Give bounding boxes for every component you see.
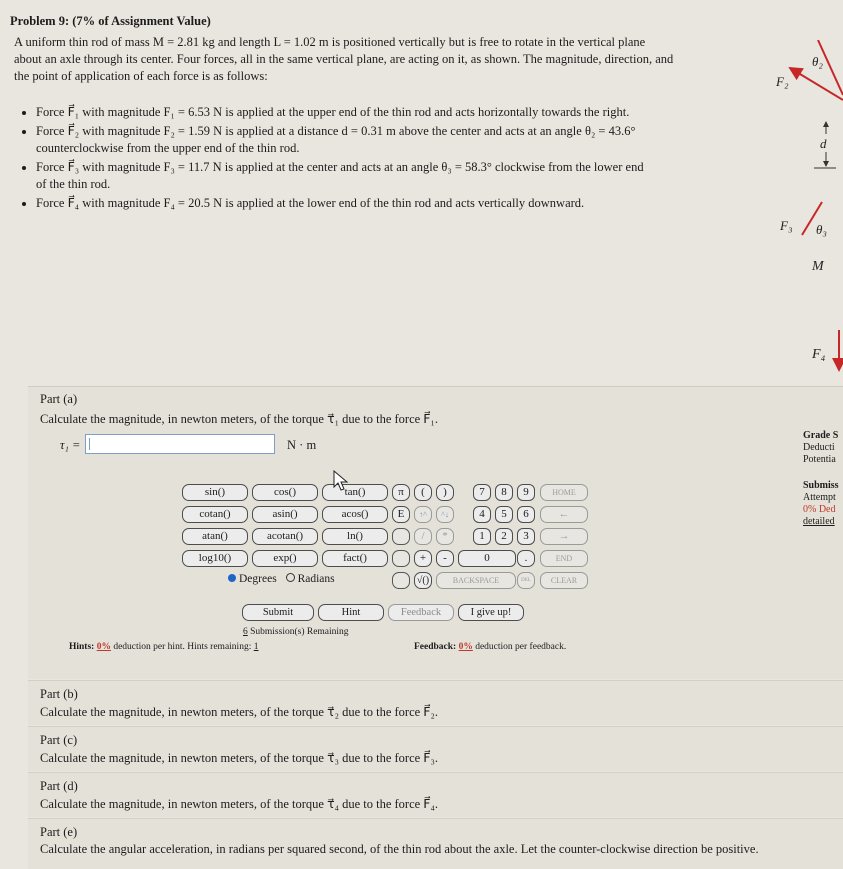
force-1-text: Force F⃗₁ with magnitude F₁ = 6.53 N is applied at the upper end of the thin rod and acts horizontally towards the right.: [36, 105, 630, 119]
minus-button[interactable]: -: [436, 550, 454, 567]
degrees-radio[interactable]: [228, 574, 236, 582]
part-e-question: Calculate the angular acceleration, in radians per squared second, of the thin rod about the axle. Let the counter-clockwise direction be positive.: [40, 842, 759, 856]
fact-button[interactable]: fact(): [322, 550, 388, 567]
digit-3-button[interactable]: 3: [517, 528, 535, 545]
force-3-text-cont: of the thin rod.: [36, 177, 111, 191]
radians-radio[interactable]: [286, 573, 295, 582]
feedback-label: Feedback:: [414, 642, 457, 652]
digit-2-button[interactable]: 2: [495, 528, 513, 545]
atan-button[interactable]: atan(): [182, 528, 248, 545]
digit-0-button[interactable]: 0: [458, 550, 516, 567]
submissions-count: 6: [243, 627, 248, 637]
part-a-label: Part (a): [40, 392, 78, 406]
multiply-button[interactable]: *: [436, 528, 454, 545]
deductions-label: Deducti: [803, 442, 835, 453]
f2-label: F₂: [776, 74, 789, 89]
hints-bar: [69, 642, 258, 652]
force-item-4: [36, 195, 766, 212]
digit-4-button[interactable]: 4: [473, 506, 491, 523]
f2-arrow: [790, 68, 843, 100]
hint-button[interactable]: Hint: [318, 604, 384, 621]
hints-label: Hints:: [69, 642, 95, 652]
sqrt-button[interactable]: √(): [414, 572, 432, 589]
blank-key: [392, 528, 410, 545]
feedback-bar: [414, 642, 566, 652]
part-d-row[interactable]: [28, 772, 843, 817]
attempts-label: Attempt: [803, 492, 836, 503]
plus-button[interactable]: +: [414, 550, 432, 567]
exp-button[interactable]: exp(): [252, 550, 318, 567]
part-b-label: Part (b): [40, 687, 78, 701]
deduction-pct-label: 0% Ded: [803, 504, 836, 515]
part-b-row[interactable]: [28, 680, 843, 725]
radians-label: Radians: [297, 573, 335, 585]
force-list: [24, 104, 766, 214]
power-down-button[interactable]: ^↓: [436, 506, 454, 523]
digit-9-button[interactable]: 9: [517, 484, 535, 501]
f3-label: F₃: [780, 218, 793, 233]
problem-title: Problem 9: (7% of Assignment Value): [10, 14, 211, 28]
cursor-left-button[interactable]: ←: [540, 506, 588, 523]
pi-button[interactable]: π: [392, 484, 410, 501]
problem-intro-line3: the point of application of each force is as follows:: [14, 69, 268, 83]
tan-button[interactable]: tan(): [322, 484, 388, 501]
part-a-question: Calculate the magnitude, in newton meters, of the torque τ⃗₁ due to the force F⃗₁.: [40, 412, 438, 426]
log10-button[interactable]: log10(): [182, 550, 248, 567]
hints-text: deduction per hint. Hints remaining:: [113, 642, 252, 652]
potential-label: Potentia: [803, 454, 836, 465]
sin-button[interactable]: sin(): [182, 484, 248, 501]
acos-button[interactable]: acos(): [322, 506, 388, 523]
digit-1-button[interactable]: 1: [473, 528, 491, 545]
problem-intro-line2: about an axle through its center. Four forces, all in the same vertical plane, are acting on it, as shown. The magnitude, direction, and: [14, 52, 674, 66]
part-b-question: Calculate the magnitude, in newton meters, of the torque τ⃗₂ due to the force F⃗₂.: [40, 705, 438, 719]
feedback-button[interactable]: Feedback: [388, 604, 454, 621]
asin-button[interactable]: asin(): [252, 506, 318, 523]
degrees-label: Degrees: [239, 573, 277, 585]
hints-pct: 0%: [96, 642, 111, 652]
e-button[interactable]: E: [392, 506, 410, 523]
force-3-text: Force F⃗₃ with magnitude F₃ = 11.7 N is applied at the center and acts at an angle θ₃ = 58.3° clockwise from the lower end: [36, 160, 644, 174]
force-2-text: Force F⃗₂ with magnitude F₂ = 1.59 N is applied at a distance d = 0.31 m above the center and acts at an angle θ₂ = 43.6°: [36, 124, 636, 138]
hints-remaining: 1: [253, 642, 259, 652]
force-2-text-cont: counterclockwise from the upper end of the thin rod.: [36, 141, 300, 155]
digit-7-button[interactable]: 7: [473, 484, 491, 501]
part-e-row[interactable]: [28, 818, 843, 869]
problem-intro-line1: A uniform thin rod of mass M = 2.81 kg and length L = 1.02 m is positioned vertically but is free to rotate in the vertical plane: [14, 35, 646, 49]
mass-label: M: [812, 259, 824, 274]
backspace-button[interactable]: BACKSPACE: [436, 572, 516, 589]
force-item-3: [36, 159, 766, 193]
part-d-label: Part (d): [40, 779, 78, 793]
mouse-pointer-icon: [333, 470, 351, 492]
feedback-text: deduction per feedback.: [475, 642, 567, 652]
part-d-question: Calculate the magnitude, in newton meters, of the torque τ⃗₄ due to the force F⃗₄.: [40, 797, 438, 811]
delete-button[interactable]: DEL: [517, 572, 535, 589]
ln-button[interactable]: ln(): [322, 528, 388, 545]
decimal-button[interactable]: .: [517, 550, 535, 567]
submissions-label: Submiss: [803, 480, 839, 491]
force-item-1: [36, 104, 766, 121]
part-c-label: Part (c): [40, 733, 78, 747]
home-button[interactable]: HOME: [540, 484, 588, 501]
feedback-pct: 0%: [458, 642, 473, 652]
theta2-label: θ₂: [812, 54, 823, 69]
cotan-button[interactable]: cotan(): [182, 506, 248, 523]
digit-5-button[interactable]: 5: [495, 506, 513, 523]
submissions-remaining-label: Submission(s) Remaining: [250, 627, 349, 637]
answer-var-label: τ₁ =: [60, 438, 81, 452]
part-c-row[interactable]: [28, 726, 843, 771]
blank-key-3: [392, 572, 410, 589]
rod-diagram: [760, 40, 843, 380]
give-up-button[interactable]: I give up!: [458, 604, 524, 621]
theta3-label: θ₃: [816, 222, 827, 237]
answer-input[interactable]: [85, 434, 275, 454]
divide-button[interactable]: /: [414, 528, 432, 545]
right-paren-button[interactable]: ): [436, 484, 454, 501]
submissions-remaining: [243, 627, 349, 637]
d-label: d: [820, 136, 827, 151]
degrees-radio-group: [228, 573, 335, 585]
text-cursor: [89, 438, 90, 450]
acotan-button[interactable]: acotan(): [252, 528, 318, 545]
part-c-question: Calculate the magnitude, in newton meters, of the torque τ⃗₃ due to the force F⃗₃.: [40, 751, 438, 765]
f4-label: F₄: [812, 347, 826, 362]
submit-button[interactable]: Submit: [242, 604, 314, 621]
clear-button[interactable]: CLEAR: [540, 572, 588, 589]
blank-key-2: [392, 550, 410, 567]
digit-6-button[interactable]: 6: [517, 506, 535, 523]
cos-button[interactable]: cos(): [252, 484, 318, 501]
part-e-label: Part (e): [40, 825, 78, 839]
force-item-2: [36, 123, 766, 157]
left-paren-button[interactable]: (: [414, 484, 432, 501]
force-4-text: Force F⃗₄ with magnitude F₄ = 20.5 N is applied at the lower end of the thin rod and acts vertically downward.: [36, 196, 585, 210]
end-button[interactable]: END: [540, 550, 588, 567]
grade-summary-label: Grade S: [803, 430, 839, 441]
digit-8-button[interactable]: 8: [495, 484, 513, 501]
cursor-right-button[interactable]: →: [540, 528, 588, 545]
answer-unit: N · m: [287, 438, 317, 452]
power-up-button[interactable]: ↑^: [414, 506, 432, 523]
detailed-view-link[interactable]: detailed: [803, 516, 835, 527]
